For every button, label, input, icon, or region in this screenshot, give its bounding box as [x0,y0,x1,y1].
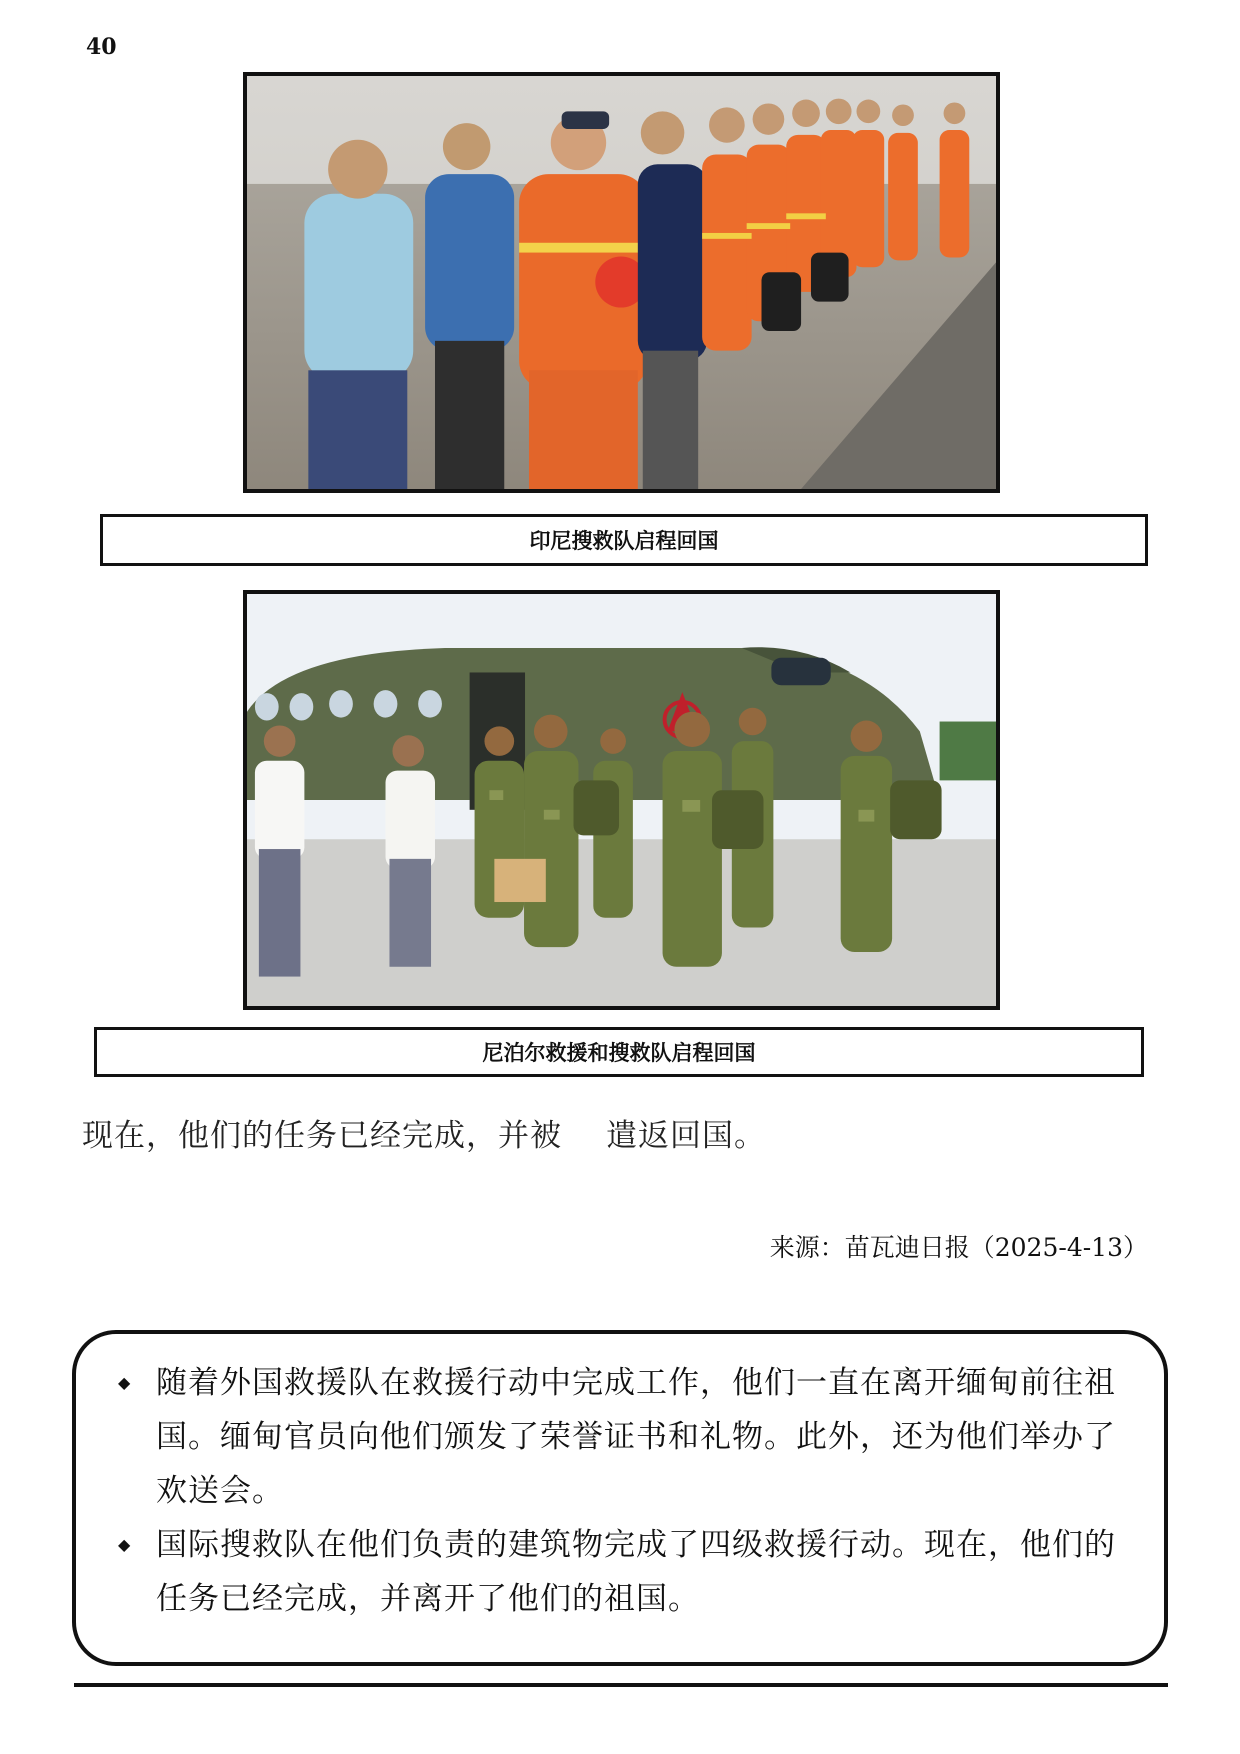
bottom-divider [74,1683,1168,1687]
photo-indonesian-team [243,72,1000,493]
figure-caption: 尼泊尔救援和搜救队启程回国 [94,1027,1144,1077]
bullet-diamond-icon: ◆ [118,1373,132,1392]
body-paragraph [82,1110,766,1155]
summary-bullet-text: 国际搜救队在他们负责的建筑物完成了四级救援行动。现在，他们的任务已经完成，并离开了他们的祖国。 [156,1527,1116,1617]
body-text-part: 现在，他们的任务已经完成，并被 [82,1118,562,1154]
page-number: 40 [86,34,117,60]
summary-box [72,1330,1168,1666]
photo-nepalese-team [243,590,1000,1010]
summary-bullet [104,1518,1138,1626]
body-text-part: 遣返回国。 [606,1118,766,1154]
bullet-diamond-icon: ◆ [118,1535,132,1554]
summary-bullet-text: 随着外国救援队在救援行动中完成工作，他们一直在离开缅甸前往祖国。缅甸官员向他们颁发了荣誉证书和礼物。此外，还为他们举办了欢送会。 [156,1365,1116,1509]
summary-list [104,1356,1138,1626]
summary-bullet [104,1356,1138,1518]
figure-caption: 印尼搜救队启程回国 [100,514,1148,566]
source-citation: 来源：苗瓦迪日报（2025-4-13） [769,1233,1148,1262]
